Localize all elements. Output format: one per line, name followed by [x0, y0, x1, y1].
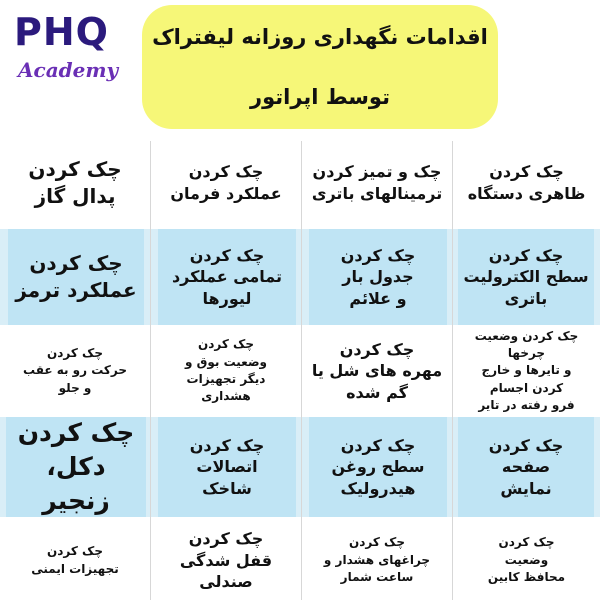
checklist-cell: چک کردن سطح الکترولیت باتری	[458, 229, 594, 325]
checklist-cell: چک کردن سطح روغن هیدرولیک	[309, 417, 447, 517]
logo-text: PHQ	[14, 10, 109, 54]
checklist-row	[0, 229, 600, 325]
checklist-cell: چک کردن صفحه نمایش	[458, 417, 594, 517]
column-divider	[301, 141, 302, 600]
checklist-cell: چک کردن تجهیزات ایمنی	[31, 544, 119, 576]
page-subtitle: توسط اپراتور	[250, 85, 390, 109]
column-divider	[150, 141, 151, 600]
checklist-cell: چک کردن وضعیت بوق و دیگر تجهیزات هشداری	[185, 337, 268, 404]
checklist-row	[0, 141, 600, 225]
column-divider	[452, 141, 453, 600]
checklist-cell: چک کردن چراغهای هشدار و ساعت شمار	[323, 535, 431, 585]
checklist-cell: چک کردن مهره های شل یا گم شده	[311, 339, 443, 402]
checklist-cell: چک کردن وضعیت چرخها و تایرها و خارج کردن اجسام فرو رفته در تایر	[474, 328, 579, 413]
page-title: اقدامات نگهداری روزانه لیفتراک	[152, 25, 488, 49]
checklist-row	[0, 329, 600, 413]
logo	[14, 6, 124, 86]
checklist-grid	[0, 141, 600, 600]
checklist-cell: چک کردن وضعیت محافظ کابین	[487, 535, 566, 585]
checklist-cell: چک کردن عملکرد ترمز	[8, 229, 144, 325]
title-box	[142, 5, 498, 129]
checklist-cell: چک کردن جدول بار و علائم	[309, 229, 447, 325]
checklist-row	[0, 417, 600, 517]
checklist-cell: چک کردن اتصالات شاخک	[158, 417, 296, 517]
checklist-cell: چک کردن ظاهری دستگاه	[467, 162, 586, 203]
checklist-cell: چک و تمیز کردن ترمینالهای باتری	[311, 162, 443, 203]
checklist-row	[0, 521, 600, 600]
checklist-cell: چک کردن قفل شدگی صندلی	[179, 529, 273, 592]
checklist-cell: چک کردن حرکت رو به عقب و جلو	[23, 345, 128, 395]
checklist-cell: چک کردن دکل، زنجیر	[6, 417, 146, 517]
checklist-cell: چک کردن تمامی عملکرد لیورها	[158, 229, 296, 325]
checklist-cell: چک کردن پدال گاز	[28, 157, 122, 208]
logo-subtext: Academy	[18, 58, 119, 82]
checklist-cell: چک کردن عملکرد فرمان	[170, 162, 282, 203]
